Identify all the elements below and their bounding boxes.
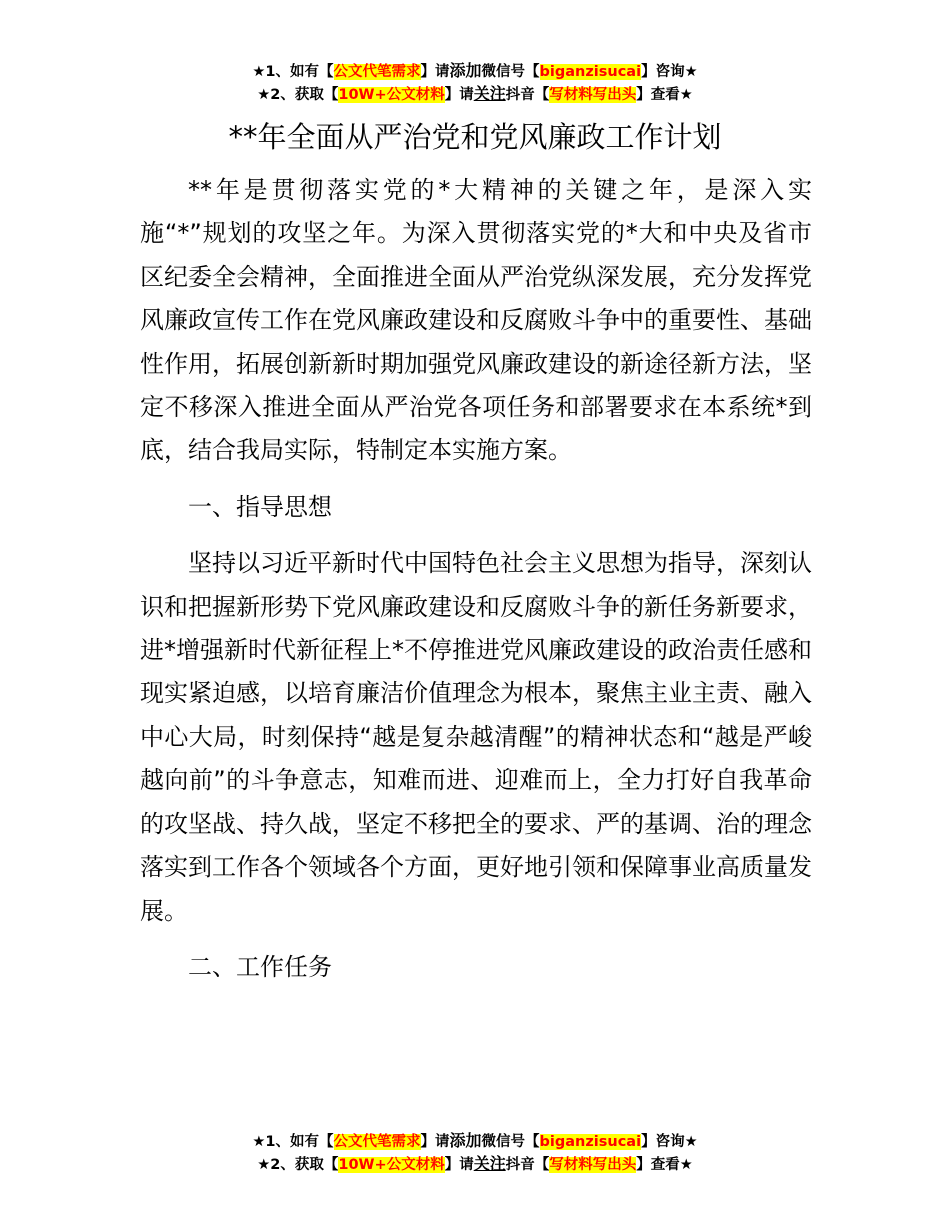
banner-highlight: 写材料写出头 [549,1157,637,1173]
banner-highlight: 写材料写出头 [549,87,637,103]
banner-line-1 [0,60,950,83]
banner-highlight: 公文代笔需求 [333,64,421,80]
document-body [140,169,812,1002]
banner-text: 微信号【 [481,64,540,80]
banner-line-2 [0,83,950,106]
banner-text: ★1、如有【 [252,64,334,80]
banner-text: ★1、如有【 [252,1134,334,1150]
paragraph-intro: **年是贯彻落实党的*大精神的关键之年，是深入实施“*”规划的攻坚之年。为深入贯彻落实党的*大和中央及省市区纪委全会精神，全面推进全面从严治党纵深发展，充分发挥党风廉政宣传工作在党风廉政建设和反腐败斗争中的重要性、基础性作用，拓展创新新时期加强党风廉政建设的新途径新方法，坚定不移深入推进全面从严治党各项任务和部署要求在本系统*到底，结合我局实际，特制定本实施方案。 [140,176,812,465]
document-title: **年全面从严治党和党风廉政工作计划 [228,120,722,154]
banner-text: 抖音【 [505,1157,550,1173]
banner-highlight: 10W+公文材料 [338,87,445,103]
paragraph-guiding-thought: 坚持以习近平新时代中国特色社会主义思想为指导，深刻认识和把握新形势下党风廉政建设和反腐败斗争的新任务新要求，进*增强新时代新征程上*不停推进党风廉政建设的政治责任感和现实紧迫感，以培育廉洁价值理念为根本，聚焦主业主责、融入中心大局，时刻保持“越是复杂越清醒”的精神状态和“越是严峻越向前”的斗争意志，知难而进、迎难而上，全力打好自我革命的攻坚战、持久战，坚定不移把全的要求、严的基调、治的理念落实到工作各个领域各个方面，更好地引领和保障事业高质量发展。 [140,549,812,925]
banner-text: 】查看★ [636,87,693,103]
section-heading-guiding-thought: 一、指导思想 [188,492,332,521]
banner-text: 微信号【 [481,1134,540,1150]
banner-line-1 [0,1130,950,1153]
banner-text: 】咨询★ [641,1134,698,1150]
banner-text: 】咨询★ [641,64,698,80]
banner-emphasis: 添加 [449,1131,482,1150]
header-banner [0,60,950,106]
banner-highlight: 公文代笔需求 [333,1134,421,1150]
banner-text: 抖音【 [505,87,550,103]
banner-highlight: 10W+公文材料 [338,1157,445,1173]
banner-text: 】查看★ [636,1157,693,1173]
banner-emphasis: 关注 [473,1154,506,1173]
banner-emphasis: 关注 [473,84,506,103]
banner-emphasis: 添加 [449,61,482,80]
banner-highlight: biganzisucai [539,1134,642,1150]
banner-text: ★2、获取【 [257,1157,339,1173]
section-heading-work-tasks: 二、工作任务 [188,952,332,981]
footer-banner [0,1130,950,1176]
banner-line-2 [0,1153,950,1176]
banner-text: 】请 [420,1134,450,1150]
banner-highlight: biganzisucai [539,64,642,80]
banner-text: 】请 [420,64,450,80]
banner-text: 】请 [444,1157,474,1173]
banner-text: 】请 [444,87,474,103]
banner-text: ★2、获取【 [257,87,339,103]
